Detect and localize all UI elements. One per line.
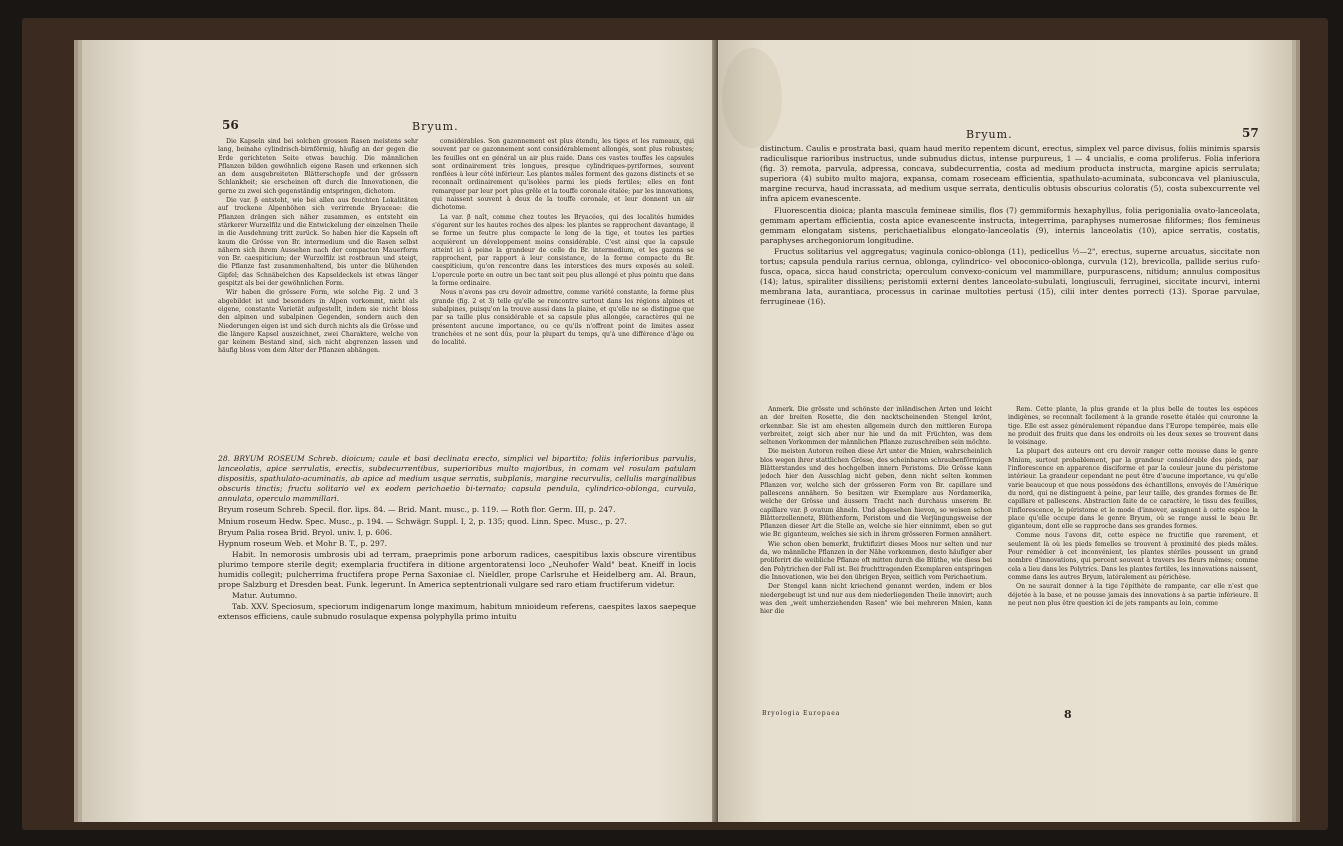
habitat: Habit. In nemorosis umbrosis ubi ad terram, praeprimis pone arborum radices, caespitibus laxis obscure virentibus plurimo tempore sterile degit; exemplaria fructifera in ditione argentoratensi loco „Neuhofer Wald" beat. Kneiff in locis humidis collegit; pulcherrima fructifera prope Perna Saxoniae cl. Nieldler, prope Carlsruhe et Heidelberg am. Al. Braun, prope Salzburg et Dresden beat. Funk. legerunt. In America septentrionali vulgare sed raro etiam fructiferum videtur. (218, 549, 696, 590)
maturation: Matur. Autumno. (232, 591, 298, 601)
paragraph: Die Kapseln sind bei solchen grossen Rasen meistens sehr lang, beinahe cylindrisch-birnförmig, häufig an der gegen die Erde gerichteten Seite etwas bauchig. Die männlichen Pflanzen bilden gewöhnlich eigene Rasen und erkennen sich an dem ausgebreiteten Blätterschopfe und der grössern Schlankheit; sie erscheinen oft durch die Innovationen, die gerne zu zwei sich gegenständig entspringen, dichotom. (218, 138, 418, 195)
species-heading: 28. BRYUM ROSEUM Schreb. dioicum; caule et basi declinata erecto, simplici vel bipartito; foliis inferioribus parvulis, lanceolatis, apice serrulatis, erectis, subdecurrentibus, superioribus multo majoribus, in comam vel rosulam patulam dispositis, spathulato-acuminatis, ab apice ad medium usque serratis, subplanis, margine recurvulis, cellulis marginalibus obscuris tinctis; fructu solitario vel ex eodem perichaetio bi-ternato; capsula pendula, cylindrico-oblonga, curvula, annulata, operculo mammillari. (218, 454, 696, 504)
paragraph: considérables. Son gazonnement est plus étendu, les tiges et les rameaux, qui souvent par ce gazonnement sont considérablement allongés, sont plus robustes; les feuilles ont en général un air plus raide. Dans ces vastes touffes les capsules sont ordinairement très longues, presque cylindriques-pyriformes, souvent renflées à leur côté inférieur. Les plantes mâles forment des gazons distincts et se reconnaît ordinairement qu'isolées parmi les pieds fertiles; elles en font remarquer par leur port plus grêle et la touffe coronale étalée; par les innovations, qui naissent souvent à deux de la touffe coronale, et leur donnent un air dichotome. (432, 138, 694, 212)
german-remark-column (760, 406, 992, 706)
paragraph: distinctum. Caulis e prostrata basi, quam haud merito repentem dicunt, erectus, simplex vel parce divisus, foliis minimis sparsis radiculisque rarioribus instructus, unde subnudus dictus, intense purpureus, 1 — 4 uncialis, e coma proliferus. Folia inferiora (fig. 3) remota, parvula, adpressa, concava, subdecurrentia, costa ad medium producta instructa, margine apicis serrulata; superiora (4) subito multo majora, expansa, comam roseceam efficientia, spathulato-acuminata, subconcava vel planiuscula, margine recurva, haud incrassata, ad medium usque serrata, denticulis obtusis obscurius coloratis (5), costa subexcurrente vel infra apicem evanescente. (760, 144, 1260, 204)
paragraph: Comme nous l'avons dit, cette espèce ne fructifie que rarement, et seulement là où les pieds femelles se trouvent à proximité des pieds mâles. Pour remédier à cet inconvénient, les plantes stériles poussent un grand nombre d'innovations, qui percent souvent à travers les fleurs mêmes; comme cela a lieu dans les Polytrics. Dans les plantes fertiles, les innovations naissent, comme dans les autres Bryum, latéralement au périchèse. (1008, 532, 1258, 581)
book-spread (22, 18, 1328, 830)
tab-description: Tab. XXV. Speciosum, speciorum indigenarum longe maximum, habitum mnioideum referens, caespites laxos saepeque extensos efficiens, caule subnudo rosulaque expensa polyphylla primo intuitu (218, 602, 696, 622)
paragraph: Fructus solitarius vel aggregatus; vaginula conico-oblonga (11), pedicellus ½—2", erectus, superne arcuatus, siccitate non tortus; capsula pendula rarius cernua, oblonga, cylindrico- vel oboconico-oblonga, curvula (12), brevicolla, pallide serius rufo-fusca, opaca, sicca haud constricta; operculum convexo-conicum vel mammillare, purpurascens, nitidum; annulus compositus (14); latus, spiraliter dissiliens; peristomii externi dentes lanceolato-subulati, longiusculi, ferruginei, siccitate incurvi, interni membrana lata, aurantiaca, processus in carinae multoties pertusi (15), cilii inter dentes porrecti (13). Sporae parvulae, ferrugineae (16). (760, 246, 1260, 307)
paragraph: On ne saurait donner à la tige l'épithète de rampante, car elle n'est que déjetée à la base, et ne pousse jamais des innovations à sa partie inférieure. Il ne peut non plus être question ici de jets rampants au loin, comme (1008, 583, 1258, 607)
paragraph: Anmerk. Die grösste und schönste der inländischen Arten und leicht an der breiten Rosette, die den nacktscheinenden Stengel krönt, erkennbar. Sie ist am ehesten allgemein durch den mittleren Europa verbreitet, zeigt sich aber nur hie und da mit Früchten, was dem seltenen Vorkommen der männlichen Pflanze zuzuschreiben sein möchte. (760, 406, 992, 447)
species-description (218, 454, 696, 738)
synonym: Mnium roseum Hedw. Spec. Musc., p. 194. — Schwägr. Suppl. I, 2, p. 135; quod. Linn. Spec. Musc., p. 27. (218, 516, 627, 526)
right-page (718, 40, 1292, 822)
synonym: Hypnum roseum Web. et Mohr B. T., p. 297. (218, 538, 388, 548)
page-number: 56 (222, 118, 239, 132)
synonym: Bryum roseum Schreb. Specil. flor. lips. 84. — Brid. Mant. musc., p. 119. — Roth flor. Germ. III, p. 247. (218, 505, 616, 515)
running-head: Bryum. (966, 128, 1013, 141)
paragraph: Der Stengel kann nicht kriechend genannt werden, indem er blos niedergebeugt ist und nur aus dem niederliegenden Theile innovirt; auch was den „weit umherziehenden Rasen" wie bei mehreren Mnien, kann hier die (760, 583, 992, 616)
paragraph: Wir haben die grössere Form, wie solche Fig. 2 und 3 abgebildet ist und besonders in Alpen vorkommt, nicht als eigene, constante Varietät aufgestellt, indem sie nicht bloss den alpinen und subalpinen Gegenden, sondern auch den Niederungen eigen ist und sich durch nichts als die Grösse und die längere Kapsel auszeichnet, zwei Charaktere, welche von gar keinem Bestand sind, sich nicht abgrenzen lassen und häufig bloss vom dem Alter der Pflanzen abhängen. (218, 289, 418, 355)
latin-description (760, 144, 1260, 400)
footer-imprint: Bryologia Europaea (762, 710, 841, 717)
paragraph: La plupart des auteurs ont cru devoir ranger cette mousse dans le genre Mnium, surtout probablement, par la grandeur considérable des pieds, par l'inflorescence en apparence disciforme et par la couleur jaune du péristome intérieur. La grandeur cependant ne peut être d'aucune importance, vu qu'elle varie beaucoup et que nous possédons des échantillons, envoyés de l'Amérique du nord, qui ne distinguent à peine, par leur taille, des grandes formes de Br. capillare et pallescens. Abstraction faite de ce caractère, le tissu des feuilles, l'inflorescence, le péristome et le mode d'innover, assignent à cette espèce la place qu'elle occupe dans le genre Bryum, où se range aussi le beau Br. giganteum, dont elle se rapproche dans ses grandes formes. (1008, 448, 1258, 531)
paragraph: Rem. Cette plante, la plus grande et la plus belle de toutes les espèces indigènes, se reconnaît facilement à la grande rosette étalée qui couronne la tige. Elle est assez généralement répandue dans l'Europe tempérée, mais elle ne produit des fruits que dans les endroits où les deux sexes se trouvent dans le voisinage. (1008, 406, 1258, 447)
page-number: 57 (1242, 126, 1259, 140)
french-column (432, 138, 694, 462)
synonym: Bryum Palia rosea Brid. Bryol. univ. I, p. 606. (218, 527, 393, 537)
paragraph: Die var. β entsteht, wie bei allen aus feuchten Lokalitäten auf trockene Alpenhöhen sich verirrende Bryaceae: die Pflanzen drängen sich näher zusammen, es entsteht ein stärkerer Wurzelfilz und die Entwickelung der einzelnen Theile in die Ausdehnung tritt zurück. So haben hier die Kapseln oft kaum die Grösse von Br. intermedium und die Rasen selbst nähern sich ihrem Aussehen nach der compacten Mauerform von Br. caespiticium; der Wurzelfilz ist rostbraun und steigt, die Pflanze fast zusammenhaltend, bis unter die blühenden Gipfel; das Schnäbelchen des Kapseldeckels ist etwas länger gespitzt als bei der gewöhnlichen Form. (218, 197, 418, 288)
signature-mark: 8 (1064, 708, 1072, 721)
running-head: Bryum. (412, 120, 459, 133)
paragraph: Die meisten Autoren reihen diese Art unter die Mnien, wahrscheinlich blos wegen ihrer stattlichen Grösse, des scheinbaren schraubenförmigen Blätterstandes und des hochgelben innern Peristoms. Die Grösse kann jedoch hier den Ausschlag nicht geben, denn nicht selten kommen Pflanzen vor, welche sich der grösseren Form von Br. capillare und pallescens annähern. So besitzen wir Exemplare aus Nordamerika, welche der Grösse und äussern Tracht nach durchaus unserem Br. capillare var. β ovatum ähneln. Und abgesehen hievon, so weisen schon Blätterzellennetz, Blüthenform, Peristom und die Verjüngungsweise der Pflanzen dieser Art die Stelle an, welche sie hier einnimmt, eben so gut wie Br. giganteum, welches sie sich in ihrem grösseren Formen annähert. (760, 448, 992, 539)
paragraph: Nous n'avons pas cru devoir admettre, comme variété constante, la forme plus grande (fig. 2 et 3) telle qu'elle se rencontre surtout dans les régions alpines et subalpines, puisqu'on la trouve aussi dans la plaine, et qu'elle ne se distingue que par sa taille plus considérable et sa capsule plus allongée, caractères qui ne présentent aucune importance, ou ce qu'ils n'offrent point de limites assez tranchées et ne sont dûs, pour la plupart du temps, qu'à une différence d'âge ou de localité. (432, 289, 694, 347)
paragraph: La var. β naît, comme chez toutes les Bryacées, qui des localités humides s'égarent sur les hautes roches des alpes: les plantes se rapprochent davantage, il se forme un feutre plus compacte le long de la tige, et toutes les parties acquièrent un développement moins considérable. C'est ainsi que la capsule atteint ici à peine la grandeur de celle du Br. intermedium, et les gazons se rapprochent, par rapport à leur consistance, de la forme compacte du Br. caespiticium, qu'on rencontre dans les interstices des murs exposés au soleil. L'opercule porte en outre un bec tant soit peu plus allongé et plus pointu que dans la forme ordinaire. (432, 213, 694, 288)
left-page (82, 40, 718, 822)
paragraph: Fluorescentia dioica; planta mascula femineae similis, flos (7) gemmiformis hexaphyllus, folia perigonialia ovato-lanceolata, gemmam apertam efficientia, costa apice evanescente instructa, integerrima, paraphyses numerosae filiformes; flos femineus gemmam elongatam sistens, perichaetialibus elongato-lanceolatis (9), internis lanceolatis (10), apice serratis, costatis, paraphyses archegoniorum longitudine. (760, 205, 1260, 245)
french-remark-column (1008, 406, 1258, 716)
paragraph: Wie schon oben bemerkt, fruktifizirt dieses Moos nur selten und nur da, wo männliche Pflanzen in der Nähe vorkommen, desto häufiger aber proliferirt die weibliche Pflanze oft mitten durch die Blüthe, wie diess bei den Polytrichen der Fall ist. Bei fruchttragenden Exemplaren entspringen die Innovationen, wie bei den übrigen Bryen, seitlich vom Perichaetium. (760, 540, 992, 581)
german-column (218, 138, 418, 446)
